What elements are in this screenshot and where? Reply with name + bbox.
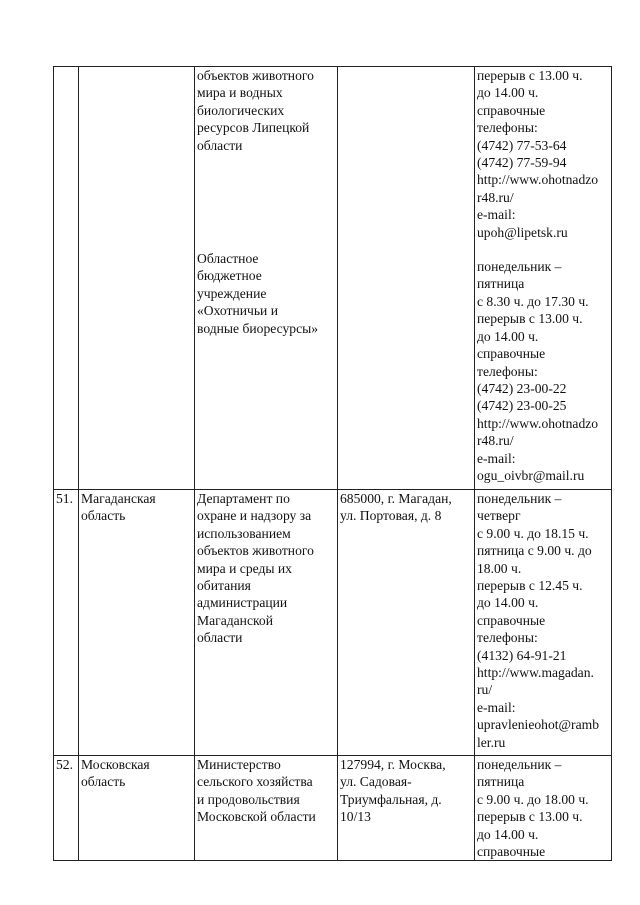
schedule-line: понедельник – <box>477 757 562 772</box>
schedule-line: понедельник – <box>477 259 562 275</box>
organization-line: обитания <box>197 578 251 594</box>
schedule-line: пятница <box>477 276 525 292</box>
region-cell <box>79 490 195 756</box>
organization-line: бюджетное <box>197 268 262 284</box>
schedule-line: до 14.00 ч. <box>477 595 539 611</box>
schedule-block <box>477 258 611 484</box>
table-row <box>54 756 612 861</box>
organization-cell <box>195 67 338 490</box>
organization-line: Областное <box>197 251 259 267</box>
organization-line: учреждение <box>197 285 267 301</box>
schedule-line: (4742) 23-00-22 <box>477 380 567 396</box>
schedule-line: до 14.00 ч. <box>477 826 539 842</box>
schedule-line: r48.ru/ <box>477 433 514 449</box>
region-line: Московская <box>81 757 150 772</box>
organization-line: ресурсов Липецкой <box>197 120 310 136</box>
organization-line: области <box>197 137 243 153</box>
schedule-line: upravlenieohot@ramb <box>477 717 599 733</box>
organization-line: объектов животного <box>197 543 314 559</box>
schedule-line: перерыв с 13.00 ч. <box>477 809 583 825</box>
row-number-cell <box>54 756 79 861</box>
organization-line: «Охотничьи и <box>197 303 278 319</box>
region-line: Магаданская <box>81 491 156 506</box>
schedule-line: e-mail: <box>477 207 516 223</box>
schedule-line: (4742) 77-59-94 <box>477 155 567 171</box>
schedule-line: e-mail: <box>477 699 516 715</box>
schedule-line: до 14.00 ч. <box>477 328 539 344</box>
schedule-cell <box>475 67 612 490</box>
address-cell <box>338 67 475 490</box>
schedule-line: r48.ru/ <box>477 189 514 205</box>
schedule-line: пятница с 9.00 ч. до <box>477 543 592 559</box>
schedule-line: с 9.00 ч. до 18.00 ч. <box>477 791 589 807</box>
organization-line: Московской области <box>197 809 316 825</box>
schedule-line: с 9.00 ч. до 18.15 ч. <box>477 525 589 541</box>
organization-block <box>197 250 337 337</box>
schedule-line: с 8.30 ч. до 17.30 ч. <box>477 293 589 309</box>
organization-line: мира и среды их <box>197 560 292 576</box>
address-cell <box>338 756 475 861</box>
schedule-cell <box>475 490 612 756</box>
organization-cell <box>195 756 338 861</box>
row-number: 52. <box>56 757 73 772</box>
spacer <box>477 241 611 258</box>
region-line: область <box>81 774 126 790</box>
organization-line: сельского хозяйства <box>197 774 313 790</box>
organization-line: объектов животного <box>197 68 314 83</box>
address-cell <box>338 490 475 756</box>
schedule-line: перерыв с 13.00 ч. <box>477 311 583 327</box>
organization-line: Министерство <box>197 757 281 772</box>
table-row <box>54 490 612 756</box>
schedule-line: до 14.00 ч. <box>477 85 539 101</box>
schedule-block <box>477 67 611 241</box>
schedule-line: upoh@lipetsk.ru <box>477 224 568 240</box>
organization-line: охране и надзору за <box>197 508 312 524</box>
row-number: 51. <box>56 491 73 506</box>
row-number-cell <box>54 67 79 490</box>
schedule-line: http://www.magadan. <box>477 665 594 681</box>
organization-line: биологических <box>197 102 285 118</box>
spacer <box>197 154 337 250</box>
schedule-line: http://www.ohotnadzo <box>477 415 599 431</box>
organization-line: Департамент по <box>197 491 290 506</box>
schedule-line: e-mail: <box>477 450 516 466</box>
region-line: область <box>81 508 126 524</box>
schedule-line: справочные <box>477 844 546 860</box>
organization-line: водные биоресурсы» <box>197 320 319 336</box>
schedule-line: ler.ru <box>477 734 506 750</box>
organization-block <box>197 67 337 154</box>
schedule-line: справочные <box>477 612 546 628</box>
address-line: 685000, г. Магадан, <box>340 491 452 506</box>
organization-line: администрации <box>197 595 288 611</box>
organization-line: использованием <box>197 525 291 541</box>
schedule-line: понедельник – <box>477 491 562 506</box>
regional-offices-table <box>53 66 612 861</box>
table-body <box>54 67 612 861</box>
schedule-line: телефоны: <box>477 630 538 646</box>
schedule-line: перерыв с 13.00 ч. <box>477 68 583 83</box>
schedule-line: (4742) 77-53-64 <box>477 137 567 153</box>
schedule-line: справочные <box>477 102 546 118</box>
organization-line: области <box>197 630 243 646</box>
region-cell <box>79 67 195 490</box>
table-row <box>54 67 612 490</box>
address-line: Триумфальная, д. <box>340 791 442 807</box>
address-line: 10/13 <box>340 809 371 825</box>
schedule-line: пятница <box>477 774 525 790</box>
row-number-cell <box>54 490 79 756</box>
schedule-line: справочные <box>477 346 546 362</box>
schedule-line: ru/ <box>477 682 493 698</box>
schedule-line: четверг <box>477 508 521 524</box>
region-cell <box>79 756 195 861</box>
schedule-line: http://www.ohotnadzo <box>477 172 599 188</box>
address-line: 127994, г. Москва, <box>340 757 446 772</box>
organization-line: мира и водных <box>197 85 283 101</box>
schedule-line: телефоны: <box>477 120 538 136</box>
schedule-cell <box>475 756 612 861</box>
schedule-line: (4742) 23-00-25 <box>477 398 567 414</box>
address-line: ул. Портовая, д. 8 <box>340 508 442 524</box>
schedule-line: перерыв с 12.45 ч. <box>477 578 583 594</box>
schedule-line: телефоны: <box>477 363 538 379</box>
schedule-line: (4132) 64-91-21 <box>477 647 567 663</box>
organization-line: Магаданской <box>197 612 273 628</box>
organization-cell <box>195 490 338 756</box>
address-line: ул. Садовая- <box>340 774 412 790</box>
schedule-line: ogu_oivbr@mail.ru <box>477 467 585 483</box>
organization-line: и продовольствия <box>197 791 300 807</box>
schedule-line: 18.00 ч. <box>477 560 522 576</box>
